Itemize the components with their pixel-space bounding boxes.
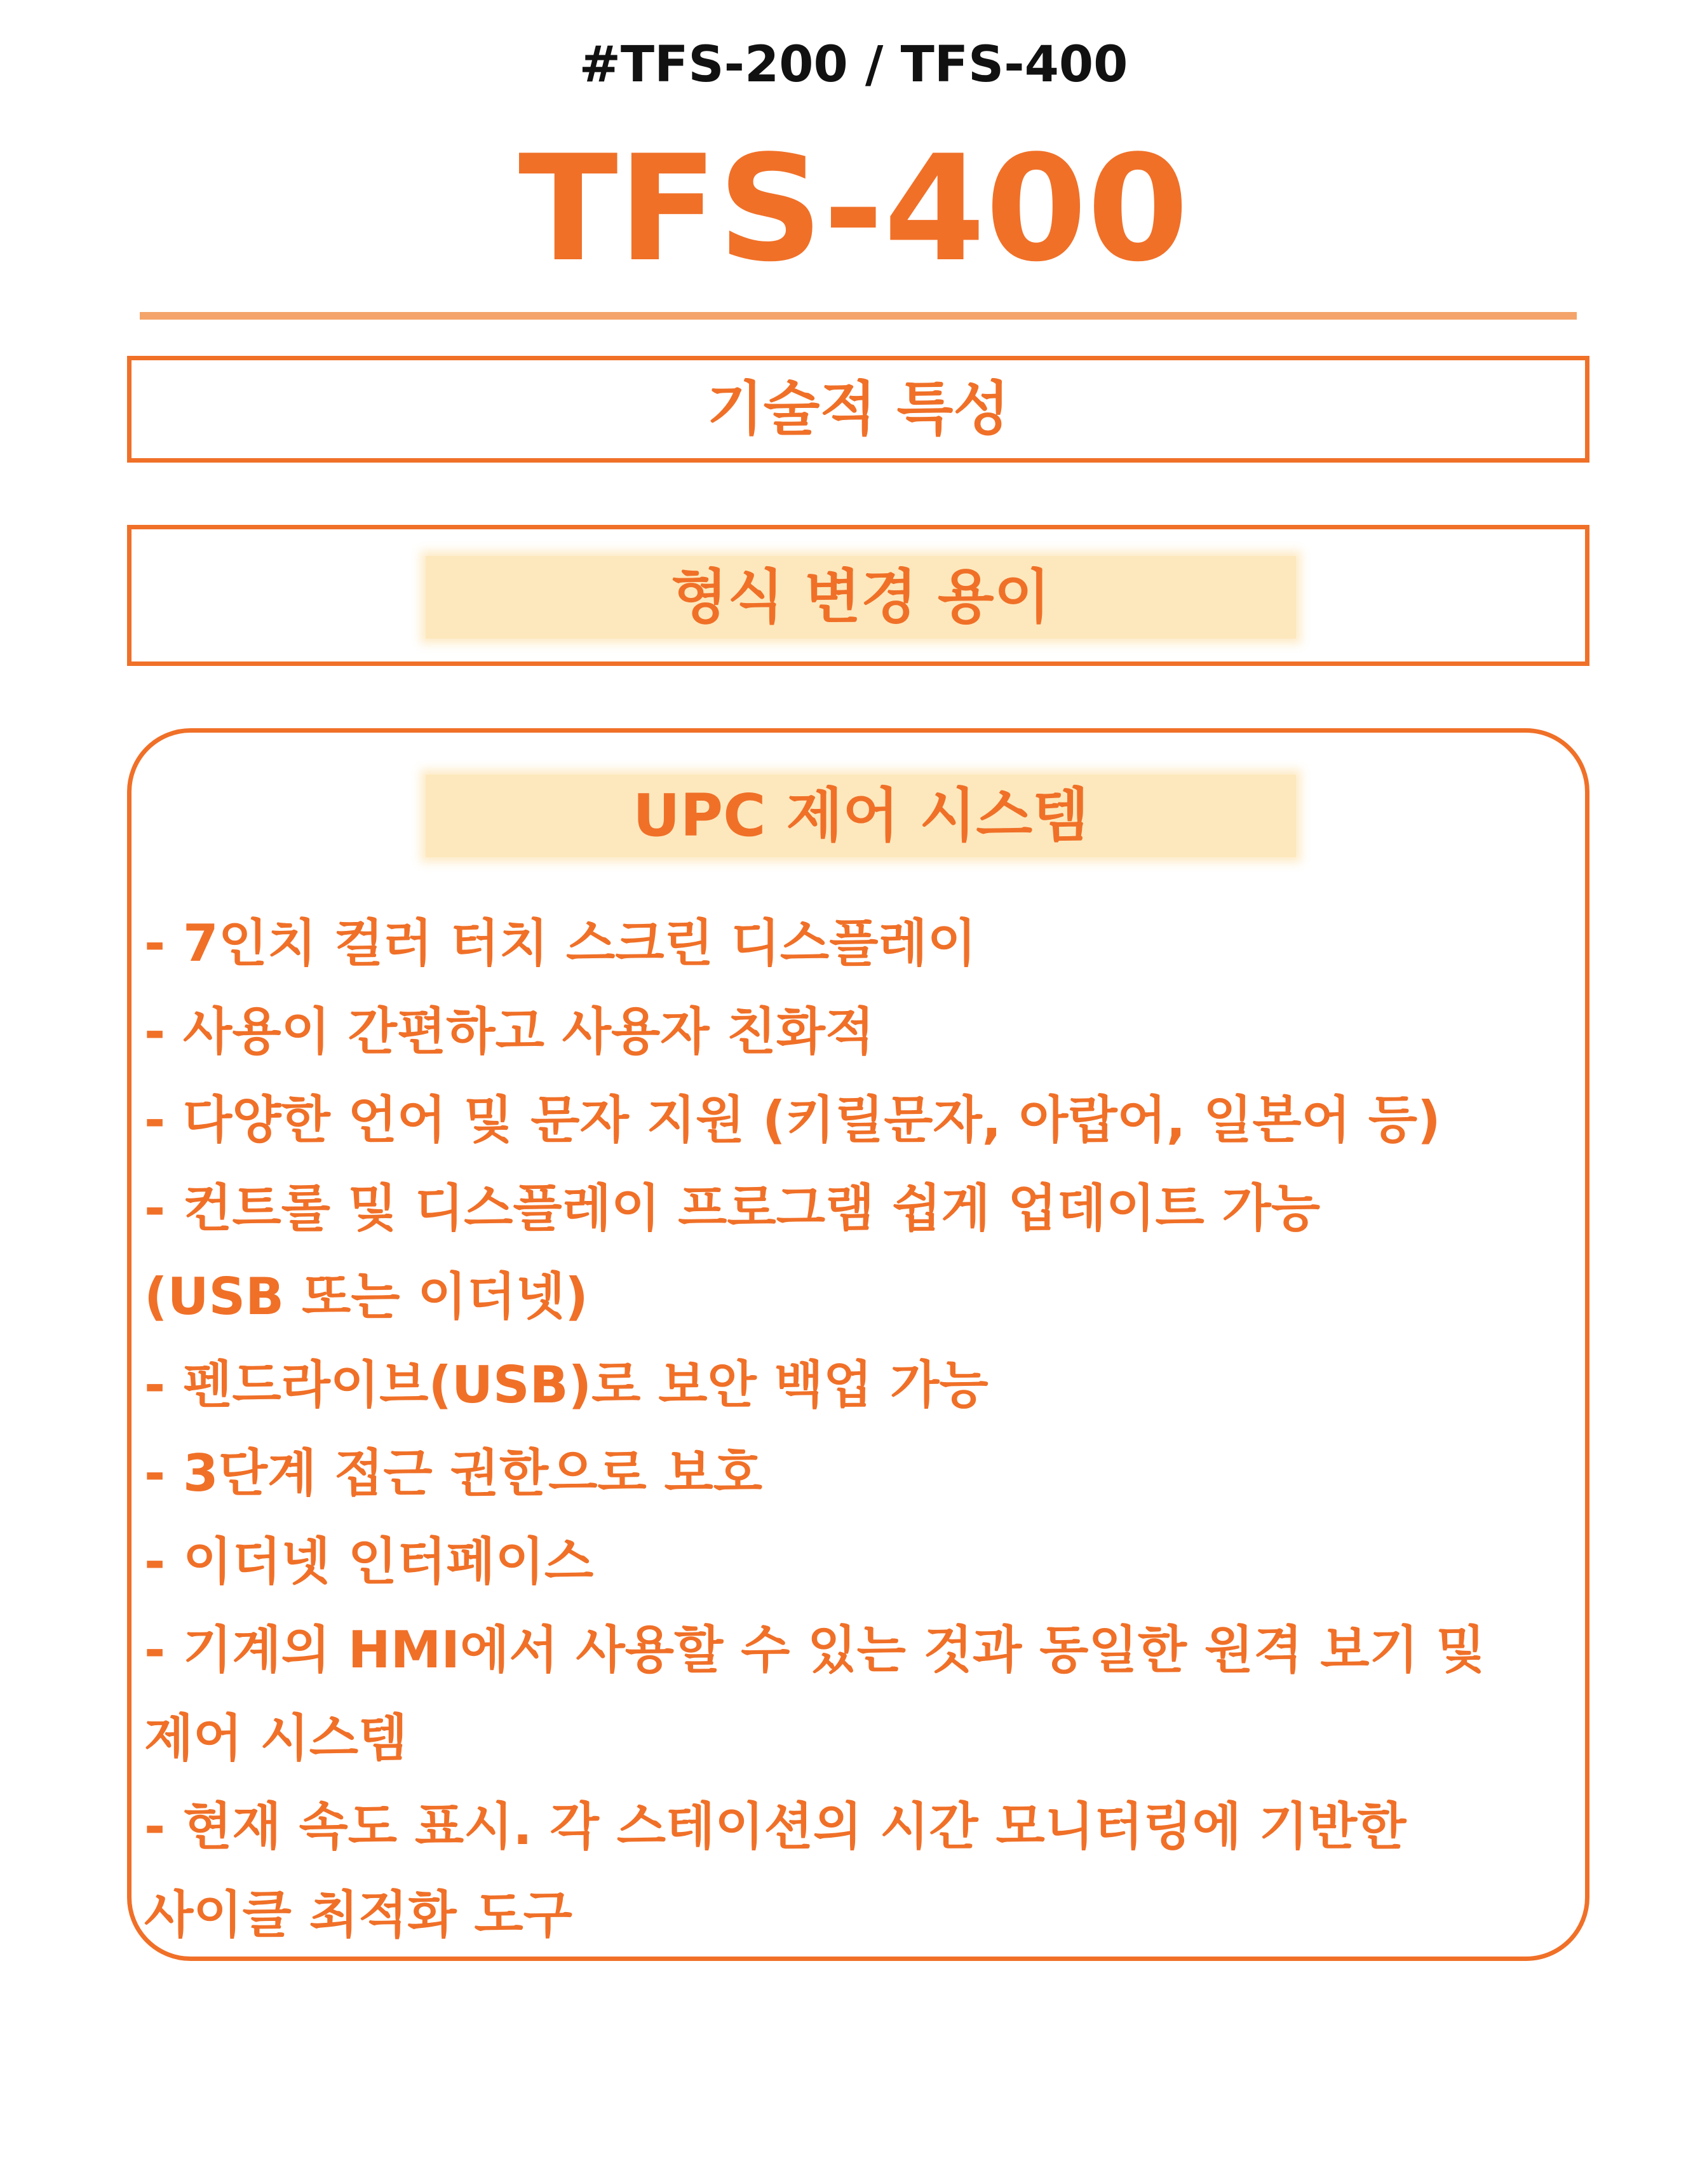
upc-control-system-box [127, 728, 1589, 1961]
feature-line: (USB 또는 이더넷) [144, 1267, 588, 1326]
upc-feature-list [144, 899, 1567, 1959]
feature-line: - 7인치 컬러 터치 스크린 디스플레이 [144, 914, 977, 973]
title-divider [140, 312, 1577, 320]
feature-line: - 이더넷 인터페이스 [144, 1532, 594, 1591]
format-change-heading: 형식 변경 용이 [426, 556, 1296, 639]
feature-line: - 현재 속도 표시. 각 스테이션의 시간 모니터링에 기반한 [144, 1797, 1407, 1856]
feature-line: - 3단계 접근 권한으로 보호 [144, 1444, 763, 1503]
technical-characteristics-heading: 기술적 특성 [706, 375, 1010, 443]
product-tagline: #TFS-200 / TFS-400 [579, 36, 1128, 93]
format-change-box [127, 525, 1589, 666]
feature-line: 사이클 최적화 도구 [144, 1885, 572, 1944]
feature-line: - 사용이 간편하고 사용자 친화적 [144, 1002, 875, 1061]
feature-line: - 펜드라이브(USB)로 보안 백업 가능 [144, 1355, 988, 1414]
feature-line: - 다양한 언어 및 문자 지원 (키릴문자, 아랍어, 일본어 등) [144, 1090, 1441, 1150]
upc-control-system-heading: UPC 제어 시스템 [426, 775, 1296, 857]
technical-characteristics-box [127, 356, 1589, 463]
model-title: TFS-400 [518, 125, 1189, 294]
feature-line: - 기계의 HMI에서 사용할 수 있는 것과 동일한 원격 보기 및 [144, 1620, 1485, 1679]
feature-line: 제어 시스템 [144, 1709, 408, 1768]
feature-line: - 컨트롤 및 디스플레이 프로그램 쉽게 업데이트 가능 [144, 1179, 1321, 1238]
